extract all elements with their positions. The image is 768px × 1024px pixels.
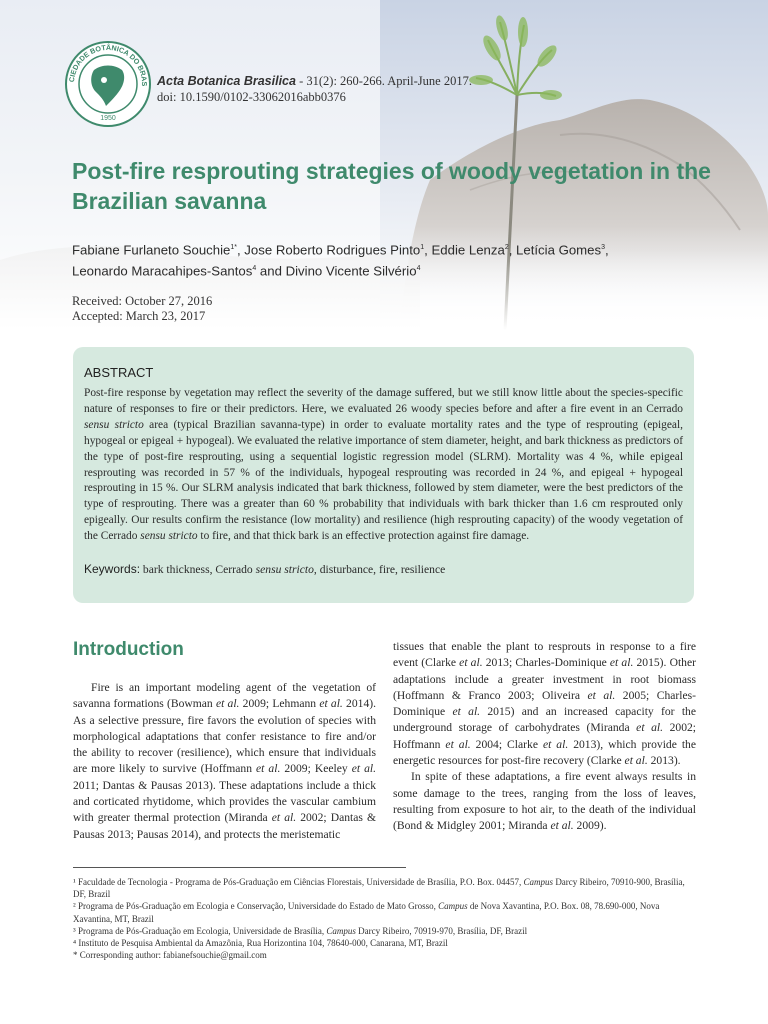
text-run: 2013). [647, 754, 681, 768]
abstract-heading: ABSTRACT [84, 365, 154, 380]
text-italic: et al. [452, 705, 481, 719]
text-italic: et al. [319, 697, 343, 711]
footnote-corresponding-author[interactable]: * Corresponding author: fabianefsouchie@gmail.com [73, 950, 267, 961]
text-italic: et al. [459, 656, 483, 670]
keywords-text: , disturbance, fire, resilience [313, 563, 446, 577]
keywords-label: Keywords: [84, 562, 141, 577]
text-italic: et al. [445, 737, 471, 751]
text-italic: et al. [542, 737, 569, 751]
text-italic: et al. [550, 819, 574, 833]
affiliation-mark: 4 [416, 265, 421, 273]
doi[interactable]: doi: 10.1590/0102-33062016abb0376 [157, 90, 346, 104]
journal-citation [157, 73, 472, 105]
abstract-italic: sensu stricto [140, 530, 198, 543]
affiliation-mark: 1 [420, 244, 425, 251]
text-italic: et al. [636, 721, 664, 735]
text-italic: et al. [624, 754, 648, 768]
accepted-date: Accepted: March 23, 2017 [72, 309, 206, 323]
paper-title: Post-fire resprouting strategies of woody vegetation in the Brazilian savanna [72, 158, 711, 214]
text-run: 2002; Dantas & Pausas 2013; Pausas 2014), and protects the meristematic [73, 811, 376, 841]
text-run: tissues that enable the plant to resprouts in response to a fire event (Clarke [393, 640, 696, 670]
author-name: , Letícia Gomes [508, 242, 602, 258]
footnote-divider [73, 867, 406, 868]
affiliation-mark: 3 [601, 244, 605, 251]
society-logo [64, 40, 152, 128]
footnote-4: ⁴ Instituto de Pesquisa Ambiental da Amazônia, Rua Horizontina 104, 78640-000, Canarana, MT, Brazil [73, 938, 448, 949]
abstract-text-part: area (typical Brazilian savanna-type) in order to evaluate mortality rates and the type of resprouting (epigeal, hypogeal or epigeal + hypogeal). We evaluated the relative importance of stem diameter, height, and bark thickness as predictors of the type of post-fire resprouting, using a sequential logistic regression model (SLRM). Mortality was 4 %, while epigeal resprouting was recorded in 57 % of the individuals, hypogeal resprouting was recorded in 24 %, and epigeal + hypogeal resprouting in 15 %. Our SLRM analysis indicated that bark thickness, followed by stem diameter, were the best predictors of the type of resprouting. There was a greater than 60 % probability that individuals with bark thicker than 1.6 cm resprouted only epigeally. Our results confirm the resistance (low mortality) and resilience (high resprouting capacity) of the woody vegetation of the Cerrado [84, 418, 683, 543]
logo-text: CIEDADE BOTÂNICA DO BRAS [66, 42, 150, 87]
author-name: Leonardo Maracahipes-Santos [72, 263, 253, 279]
footnote-3 [73, 925, 698, 937]
submission-dates [72, 294, 212, 324]
affiliation-mark: 4 [252, 265, 257, 273]
text-run: 2002; Hoffmann [393, 721, 697, 751]
abstract-box [73, 347, 694, 603]
body-column-left [73, 680, 376, 843]
text-run: 2015) and an increased capacity for the underground storage of carbohydrates (Miranda [393, 705, 697, 735]
footnote-italic: Campus [523, 877, 554, 887]
author-name: , Eddie Lenza [424, 242, 505, 258]
text-italic: et al. [609, 656, 634, 670]
author-name: and Divino Vicente Silvério [259, 263, 417, 279]
sbb-seal-icon [64, 40, 152, 128]
footnote-2 [73, 900, 698, 924]
author-list [72, 238, 712, 281]
text-italic: et al. [271, 811, 297, 825]
keywords-text: bark thickness, Cerrado [140, 563, 256, 577]
text-run: 2009). [573, 819, 607, 833]
footnote-text: ³ Programa de Pós-Graduação em Ecologia, Universidade de Brasília, [73, 925, 327, 936]
footnote-text: Darcy Ribeiro, 70910-900, Brasília, DF, Brazil [73, 877, 685, 900]
text-run: In spite of these adaptations, a fire event always results in some damage to the trees, ranging from the loss of leaves, resulting from exposure to hot air, to the death of the individual (Bond & Midgley 2001; Miranda [393, 770, 696, 833]
abstract-italic: sensu stricto [84, 418, 144, 431]
abstract-text-part: Post-fire response by vegetation may reflect the severity of the damage suffered, but we still know little about the species-specific nature of responses to fire or their predictors. Here, we evaluated 26 woody species before and after a fire event in an Cerrado [84, 387, 683, 415]
paragraph [393, 639, 696, 769]
text-run: 2011; Dantas & Pausas 2013). These adaptations include a thick and corticated rhytidome, which provides the vascular cambium with greater thermal protection (Miranda [73, 778, 376, 825]
paragraph [73, 680, 376, 843]
footnote-1 [73, 876, 698, 900]
footnote-text: ¹ Faculdade de Tecnologia - Programa de Pós-Graduação em Ciências Florestais, Universidade de Brasília, P.O. Box. 04457, [73, 877, 524, 887]
citation-volume: - 31(2): 260-266. April-June 2017. [295, 74, 472, 88]
text-italic: et al. [256, 762, 281, 776]
body-column-right [393, 639, 696, 835]
section-heading-introduction: Introduction [73, 639, 184, 660]
footnotes [73, 876, 698, 961]
text-italic: et al. [587, 688, 616, 702]
author-separator: , [604, 242, 609, 258]
footnote-text: Darcy Ribeiro, 70919-970, Brasília, DF, Brazil [355, 925, 528, 936]
text-run: 2009; Lehmann [239, 697, 320, 711]
footnote-text: ² Programa de Pós-Graduação em Ecologia e Conservação, Universidade do Estado de Mato Grosso, [73, 901, 439, 912]
author-name: Fabiane Furlaneto Souchie [72, 242, 231, 258]
citation-line [157, 73, 472, 89]
logo-year: 1950 [100, 115, 116, 122]
journal-name: Acta Botanica Brasilica [157, 74, 296, 88]
text-run: Fire is an important modeling agent of the vegetation of savanna formations (Bowman [73, 681, 376, 711]
affiliation-mark: 2 [504, 244, 509, 251]
author-name: , Jose Roberto Rodrigues Pinto [236, 242, 421, 258]
footnote-text: de Nova Xavantina, P.O. Box. 08, 78.690-000, Nova Xavantina, MT, Brazil [73, 901, 660, 924]
text-run: 2014). As a selective pressure, fire favors the evolution of species with morphological adaptations that confer resistance to fire and/or the ability to recover (resilience), which ensure that individuals are more likely to survive (Hoffmann [73, 697, 377, 776]
received-date: Received: October 27, 2016 [72, 294, 213, 308]
text-run: 2004; Clarke [470, 737, 543, 751]
text-run: 2013; Charles-Dominique [482, 656, 610, 670]
text-run: 2015). Other adaptations include a greater investment in root biomass (Hoffmann & Franco 2003; Oliveira [393, 656, 696, 702]
footnote-italic: Campus [326, 925, 356, 936]
text-run: 2005; Charles-Dominique [393, 688, 697, 719]
keywords-italic: sensu stricto [255, 563, 314, 577]
text-italic: et al. [215, 697, 240, 711]
text-run: 2009; Keeley [280, 762, 352, 776]
affiliation-mark: 1* [230, 244, 237, 251]
footnote-italic: Campus [438, 901, 468, 912]
abstract-text [84, 386, 683, 545]
abstract-text-part: to fire, and that thick bark is an effective protection against fire damage. [197, 530, 530, 543]
text-run: 2013), which provide the energetic resources for post-fire recovery (Clarke [393, 737, 696, 768]
keywords [84, 562, 683, 576]
paragraph [393, 769, 696, 834]
text-italic: et al. [351, 762, 377, 776]
